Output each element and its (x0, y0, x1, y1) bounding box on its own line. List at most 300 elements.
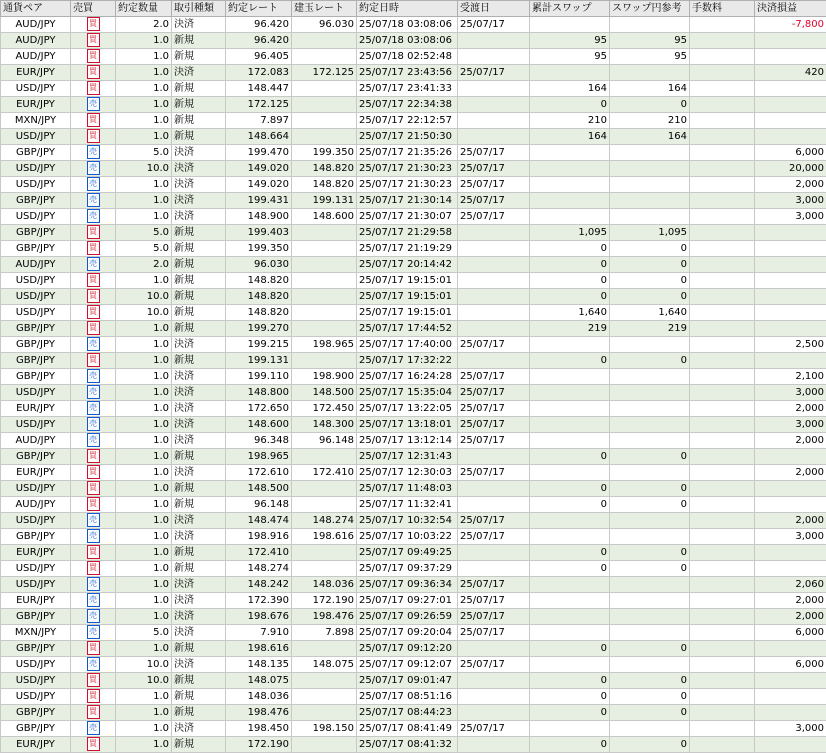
cell-quantity: 1.0 (116, 113, 172, 129)
cell-pair: USD/JPY (1, 577, 71, 593)
sell-badge: 売 (87, 161, 100, 175)
cell-settle-date (458, 273, 530, 289)
cell-settle-date: 25/07/17 (458, 65, 530, 81)
cell-side (71, 545, 116, 561)
sell-badge: 売 (87, 97, 100, 111)
sell-badge: 売 (87, 209, 100, 223)
cell-swap-yen: 0 (610, 705, 690, 721)
header-row (1, 1, 826, 17)
cell-side (71, 737, 116, 753)
buy-badge: 買 (87, 17, 100, 31)
cell-pnl (755, 449, 826, 465)
cell-trade-type: 決済 (172, 721, 226, 737)
cell-position-rate (292, 705, 357, 721)
header-trade-type[interactable]: 取引種類 (172, 1, 226, 17)
cell-settle-date (458, 129, 530, 145)
cell-exec-rate: 172.610 (226, 465, 292, 481)
cell-position-rate: 148.075 (292, 657, 357, 673)
cell-quantity: 1.0 (116, 177, 172, 193)
table-row[interactable] (1, 401, 826, 417)
buy-badge: 買 (87, 737, 100, 751)
cell-trade-type: 新規 (172, 705, 226, 721)
buy-badge: 買 (87, 33, 100, 47)
table-row[interactable] (1, 465, 826, 481)
cell-position-rate: 198.150 (292, 721, 357, 737)
table-row[interactable] (1, 97, 826, 113)
cell-settle-date: 25/07/17 (458, 193, 530, 209)
cell-pnl (755, 321, 826, 337)
cell-quantity: 1.0 (116, 65, 172, 81)
header-position-rate[interactable]: 建玉レート (292, 1, 357, 17)
cell-exec-datetime: 25/07/17 23:41:33 (357, 81, 458, 97)
cell-position-rate (292, 353, 357, 369)
cell-swap-yen (610, 209, 690, 225)
cell-pair: AUD/JPY (1, 497, 71, 513)
cell-pnl (755, 545, 826, 561)
cell-commission (690, 417, 755, 433)
buy-badge: 買 (87, 129, 100, 143)
cell-position-rate: 96.148 (292, 433, 357, 449)
cell-commission (690, 593, 755, 609)
cell-exec-rate: 199.403 (226, 225, 292, 241)
cell-side (71, 497, 116, 513)
table-row[interactable] (1, 129, 826, 145)
cell-exec-datetime: 25/07/18 03:08:06 (357, 17, 458, 33)
cell-quantity: 1.0 (116, 337, 172, 353)
cell-exec-rate: 148.820 (226, 273, 292, 289)
cell-settle-date: 25/07/17 (458, 577, 530, 593)
buy-badge: 買 (87, 689, 100, 703)
cell-pair: USD/JPY (1, 513, 71, 529)
cell-total-swap (530, 577, 610, 593)
cell-settle-date (458, 97, 530, 113)
header-exec-datetime[interactable]: 約定日時 (357, 1, 458, 17)
cell-total-swap (530, 417, 610, 433)
cell-commission (690, 177, 755, 193)
cell-trade-type: 決済 (172, 625, 226, 641)
table-row[interactable] (1, 353, 826, 369)
cell-trade-type: 決済 (172, 177, 226, 193)
cell-exec-datetime: 25/07/17 13:18:01 (357, 417, 458, 433)
cell-exec-datetime: 25/07/17 16:24:28 (357, 369, 458, 385)
table-row[interactable] (1, 321, 826, 337)
table-row[interactable] (1, 545, 826, 561)
table-row[interactable] (1, 497, 826, 513)
cell-exec-datetime: 25/07/18 03:08:06 (357, 33, 458, 49)
table-row[interactable] (1, 273, 826, 289)
cell-exec-rate: 96.030 (226, 257, 292, 273)
cell-exec-rate: 7.897 (226, 113, 292, 129)
cell-position-rate (292, 33, 357, 49)
cell-commission (690, 577, 755, 593)
cell-settle-date (458, 705, 530, 721)
cell-swap-yen (610, 721, 690, 737)
cell-pnl: 3,000 (755, 529, 826, 545)
cell-exec-rate: 96.405 (226, 49, 292, 65)
cell-exec-rate: 149.020 (226, 177, 292, 193)
cell-quantity: 1.0 (116, 641, 172, 657)
cell-side (71, 177, 116, 193)
cell-total-swap (530, 337, 610, 353)
cell-trade-type: 新規 (172, 289, 226, 305)
cell-total-swap (530, 145, 610, 161)
sell-badge: 売 (87, 177, 100, 191)
cell-swap-yen: 0 (610, 353, 690, 369)
cell-swap-yen (610, 401, 690, 417)
table-row[interactable] (1, 177, 826, 193)
cell-swap-yen: 0 (610, 673, 690, 689)
cell-exec-datetime: 25/07/17 09:12:20 (357, 641, 458, 657)
cell-settle-date (458, 497, 530, 513)
cell-commission (690, 49, 755, 65)
cell-pnl (755, 129, 826, 145)
cell-trade-type: 決済 (172, 401, 226, 417)
cell-swap-yen: 0 (610, 449, 690, 465)
table-row[interactable] (1, 161, 826, 177)
cell-position-rate: 148.274 (292, 513, 357, 529)
cell-quantity: 1.0 (116, 385, 172, 401)
cell-swap-yen: 0 (610, 273, 690, 289)
cell-side (71, 721, 116, 737)
table-row[interactable] (1, 145, 826, 161)
cell-exec-rate: 198.450 (226, 721, 292, 737)
cell-swap-yen (610, 625, 690, 641)
cell-pnl: -7,800 (755, 17, 826, 33)
table-row[interactable] (1, 657, 826, 673)
cell-swap-yen (610, 193, 690, 209)
cell-pnl: 2,000 (755, 609, 826, 625)
cell-exec-datetime: 25/07/17 09:37:29 (357, 561, 458, 577)
cell-pair: GBP/JPY (1, 721, 71, 737)
cell-trade-type: 新規 (172, 257, 226, 273)
cell-settle-date: 25/07/17 (458, 385, 530, 401)
cell-pnl (755, 289, 826, 305)
cell-trade-type: 新規 (172, 49, 226, 65)
cell-exec-rate: 199.350 (226, 241, 292, 257)
cell-exec-rate: 7.910 (226, 625, 292, 641)
cell-quantity: 1.0 (116, 273, 172, 289)
cell-swap-yen (610, 513, 690, 529)
table-row[interactable] (1, 513, 826, 529)
cell-pair: USD/JPY (1, 129, 71, 145)
cell-swap-yen (610, 145, 690, 161)
cell-exec-datetime: 25/07/17 09:12:07 (357, 657, 458, 673)
cell-side (71, 337, 116, 353)
cell-exec-rate: 172.410 (226, 545, 292, 561)
cell-settle-date: 25/07/17 (458, 657, 530, 673)
cell-pnl: 3,000 (755, 721, 826, 737)
table-row[interactable] (1, 65, 826, 81)
table-row[interactable] (1, 33, 826, 49)
cell-swap-yen: 0 (610, 545, 690, 561)
cell-position-rate: 96.030 (292, 17, 357, 33)
sell-badge: 売 (87, 625, 100, 639)
cell-settle-date (458, 481, 530, 497)
cell-total-swap (530, 593, 610, 609)
cell-trade-type: 新規 (172, 481, 226, 497)
table-row[interactable] (1, 369, 826, 385)
cell-exec-datetime: 25/07/17 09:26:59 (357, 609, 458, 625)
cell-swap-yen (610, 577, 690, 593)
cell-settle-date: 25/07/17 (458, 401, 530, 417)
buy-badge: 買 (87, 225, 100, 239)
header-pair[interactable]: 通貨ペア (1, 1, 71, 17)
header-quantity[interactable]: 約定数量 (116, 1, 172, 17)
table-row[interactable] (1, 593, 826, 609)
cell-swap-yen (610, 161, 690, 177)
table-row[interactable] (1, 737, 826, 753)
cell-quantity: 2.0 (116, 257, 172, 273)
header-side[interactable]: 売買 (71, 1, 116, 17)
table-row[interactable] (1, 337, 826, 353)
cell-position-rate: 198.476 (292, 609, 357, 625)
cell-exec-rate: 172.390 (226, 593, 292, 609)
cell-total-swap: 0 (530, 673, 610, 689)
cell-swap-yen: 0 (610, 737, 690, 753)
table-row[interactable] (1, 225, 826, 241)
cell-position-rate (292, 737, 357, 753)
cell-settle-date (458, 257, 530, 273)
buy-badge: 買 (87, 673, 100, 687)
cell-trade-type: 新規 (172, 321, 226, 337)
cell-pair: USD/JPY (1, 273, 71, 289)
cell-exec-datetime: 25/07/17 13:12:14 (357, 433, 458, 449)
cell-quantity: 1.0 (116, 497, 172, 513)
buy-badge: 買 (87, 321, 100, 335)
cell-pair: EUR/JPY (1, 593, 71, 609)
sell-badge: 売 (87, 721, 100, 735)
header-exec-rate[interactable]: 約定レート (226, 1, 292, 17)
buy-badge: 買 (87, 545, 100, 559)
cell-settle-date (458, 449, 530, 465)
cell-settle-date (458, 49, 530, 65)
cell-commission (690, 81, 755, 97)
table-row[interactable] (1, 529, 826, 545)
table-row[interactable] (1, 193, 826, 209)
cell-trade-type: 新規 (172, 273, 226, 289)
cell-swap-yen (610, 433, 690, 449)
cell-pair: EUR/JPY (1, 465, 71, 481)
cell-commission (690, 225, 755, 241)
cell-position-rate (292, 97, 357, 113)
header-commission[interactable]: 手数料 (690, 1, 755, 17)
cell-pnl: 3,000 (755, 417, 826, 433)
cell-swap-yen (610, 529, 690, 545)
cell-total-swap (530, 161, 610, 177)
cell-exec-datetime: 25/07/17 10:03:22 (357, 529, 458, 545)
cell-pair: MXN/JPY (1, 113, 71, 129)
cell-position-rate (292, 641, 357, 657)
buy-badge: 買 (87, 449, 100, 463)
cell-quantity: 1.0 (116, 513, 172, 529)
cell-total-swap: 1,640 (530, 305, 610, 321)
cell-quantity: 10.0 (116, 161, 172, 177)
table-row[interactable] (1, 113, 826, 129)
cell-total-swap (530, 193, 610, 209)
cell-exec-datetime: 25/07/17 09:01:47 (357, 673, 458, 689)
cell-trade-type: 新規 (172, 737, 226, 753)
cell-trade-type: 新規 (172, 305, 226, 321)
cell-commission (690, 401, 755, 417)
cell-total-swap (530, 433, 610, 449)
table-row[interactable] (1, 257, 826, 273)
cell-position-rate: 172.410 (292, 465, 357, 481)
cell-position-rate (292, 289, 357, 305)
cell-quantity: 1.0 (116, 193, 172, 209)
table-row[interactable] (1, 689, 826, 705)
cell-commission (690, 449, 755, 465)
cell-trade-type: 決済 (172, 529, 226, 545)
cell-exec-datetime: 25/07/17 17:40:00 (357, 337, 458, 353)
cell-quantity: 2.0 (116, 17, 172, 33)
table-row[interactable] (1, 705, 826, 721)
cell-trade-type: 新規 (172, 449, 226, 465)
cell-exec-datetime: 25/07/17 21:19:29 (357, 241, 458, 257)
cell-total-swap (530, 209, 610, 225)
table-row[interactable] (1, 577, 826, 593)
cell-total-swap: 0 (530, 497, 610, 513)
cell-commission (690, 145, 755, 161)
cell-total-swap (530, 513, 610, 529)
cell-quantity: 1.0 (116, 433, 172, 449)
header-settle-date[interactable]: 受渡日 (458, 1, 530, 17)
cell-pnl (755, 241, 826, 257)
cell-commission (690, 481, 755, 497)
cell-exec-datetime: 25/07/17 13:22:05 (357, 401, 458, 417)
cell-side (71, 145, 116, 161)
cell-quantity: 1.0 (116, 609, 172, 625)
cell-pnl (755, 481, 826, 497)
table-row[interactable] (1, 49, 826, 65)
table-row[interactable] (1, 417, 826, 433)
cell-side (71, 129, 116, 145)
cell-total-swap (530, 17, 610, 33)
cell-pair: GBP/JPY (1, 353, 71, 369)
cell-pair: GBP/JPY (1, 241, 71, 257)
cell-side (71, 625, 116, 641)
cell-trade-type: 新規 (172, 497, 226, 513)
cell-quantity: 1.0 (116, 129, 172, 145)
cell-swap-yen: 0 (610, 497, 690, 513)
table-row[interactable] (1, 641, 826, 657)
cell-pnl (755, 705, 826, 721)
header-pnl[interactable]: 決済損益 (755, 1, 826, 17)
cell-commission (690, 561, 755, 577)
cell-exec-rate: 199.110 (226, 369, 292, 385)
cell-pnl (755, 673, 826, 689)
cell-pnl: 2,000 (755, 177, 826, 193)
cell-pair: GBP/JPY (1, 145, 71, 161)
buy-badge: 買 (87, 497, 100, 511)
cell-position-rate (292, 673, 357, 689)
buy-badge: 買 (87, 561, 100, 575)
table-row[interactable] (1, 721, 826, 737)
cell-pnl (755, 33, 826, 49)
table-row[interactable] (1, 385, 826, 401)
cell-quantity: 10.0 (116, 657, 172, 673)
buy-badge: 買 (87, 241, 100, 255)
table-row[interactable] (1, 17, 826, 33)
cell-exec-datetime: 25/07/17 09:36:34 (357, 577, 458, 593)
cell-pair: USD/JPY (1, 657, 71, 673)
cell-position-rate: 172.125 (292, 65, 357, 81)
cell-trade-type: 新規 (172, 689, 226, 705)
table-row[interactable] (1, 625, 826, 641)
cell-position-rate: 148.820 (292, 161, 357, 177)
cell-exec-rate: 148.075 (226, 673, 292, 689)
table-row[interactable] (1, 305, 826, 321)
cell-commission (690, 545, 755, 561)
cell-total-swap (530, 625, 610, 641)
cell-settle-date: 25/07/17 (458, 529, 530, 545)
cell-settle-date (458, 113, 530, 129)
cell-pnl (755, 737, 826, 753)
cell-commission (690, 721, 755, 737)
table-row[interactable] (1, 561, 826, 577)
table-row[interactable] (1, 433, 826, 449)
cell-quantity: 1.0 (116, 721, 172, 737)
cell-pair: USD/JPY (1, 673, 71, 689)
cell-pnl: 2,000 (755, 513, 826, 529)
cell-pair: MXN/JPY (1, 625, 71, 641)
sell-badge: 売 (87, 433, 100, 447)
cell-trade-type: 決済 (172, 17, 226, 33)
cell-commission (690, 161, 755, 177)
cell-quantity: 1.0 (116, 577, 172, 593)
table-row[interactable] (1, 609, 826, 625)
cell-exec-rate: 172.650 (226, 401, 292, 417)
cell-exec-datetime: 25/07/17 08:41:49 (357, 721, 458, 737)
cell-exec-datetime: 25/07/17 19:15:01 (357, 289, 458, 305)
table-row[interactable] (1, 481, 826, 497)
table-row[interactable] (1, 289, 826, 305)
cell-quantity: 1.0 (116, 81, 172, 97)
cell-swap-yen (610, 369, 690, 385)
sell-badge: 売 (87, 513, 100, 527)
cell-position-rate: 148.500 (292, 385, 357, 401)
cell-quantity: 1.0 (116, 465, 172, 481)
cell-trade-type: 決済 (172, 417, 226, 433)
table-row[interactable] (1, 209, 826, 225)
cell-total-swap: 0 (530, 353, 610, 369)
cell-trade-type: 決済 (172, 337, 226, 353)
cell-settle-date (458, 737, 530, 753)
table-row[interactable] (1, 673, 826, 689)
cell-commission (690, 513, 755, 529)
cell-exec-rate: 148.600 (226, 417, 292, 433)
header-total-swap[interactable]: 累計スワップ (530, 1, 610, 17)
cell-total-swap: 0 (530, 561, 610, 577)
cell-exec-rate: 148.900 (226, 209, 292, 225)
cell-exec-rate: 148.820 (226, 289, 292, 305)
cell-pair: USD/JPY (1, 81, 71, 97)
cell-pair: USD/JPY (1, 561, 71, 577)
cell-pnl: 6,000 (755, 657, 826, 673)
cell-pair: GBP/JPY (1, 449, 71, 465)
table-row[interactable] (1, 449, 826, 465)
sell-badge: 売 (87, 145, 100, 159)
cell-exec-rate: 172.190 (226, 737, 292, 753)
table-row[interactable] (1, 241, 826, 257)
cell-trade-type: 決済 (172, 161, 226, 177)
table-row[interactable] (1, 81, 826, 97)
cell-pnl: 2,000 (755, 465, 826, 481)
header-swap-yen[interactable]: スワップ円参考 (610, 1, 690, 17)
cell-exec-datetime: 25/07/17 21:30:23 (357, 177, 458, 193)
cell-side (71, 81, 116, 97)
cell-commission (690, 241, 755, 257)
cell-trade-type: 決済 (172, 385, 226, 401)
